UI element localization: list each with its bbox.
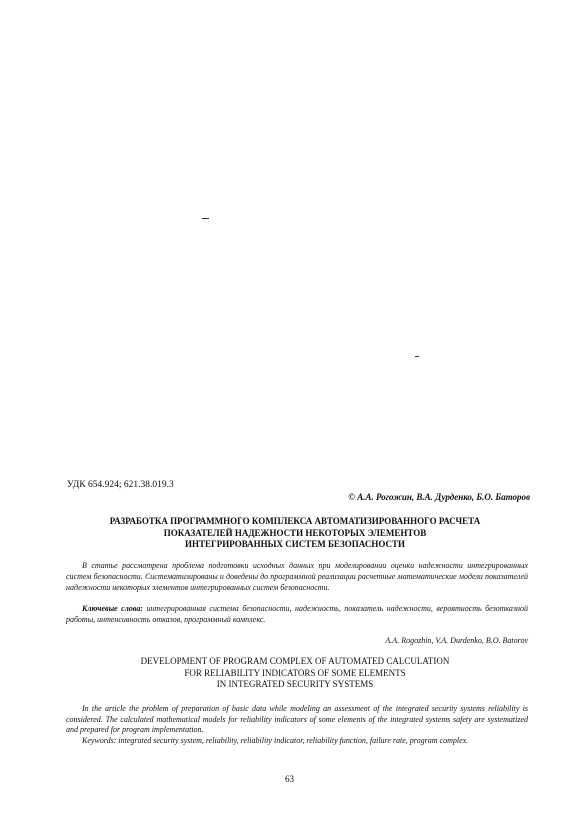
title-en [60,656,530,691]
abstract-ru: В статье рассмотрена проблема подготовки исходных данных при моделировании оценки надежности интегрированных систем безопасности. Систематизированы и доведены до программной реализации расчетные математические модели показателей надежности некоторых элементов интегрированных систем безопасности. [66,561,528,592]
title-en-line: DEVELOPMENT OF PROGRAM COMPLEX OF AUTOMATED CALCULATION [140,656,450,666]
page-number: 63 [285,774,294,784]
keywords-ru [66,603,528,625]
title-en-line: IN INTEGRATED SECURITY SYSTEMS [216,679,374,689]
udk-code: УДК 654.924; 621.38.019.3 [67,480,174,490]
keywords-en: Keywords: integrated security system, reliability, reliability indicator, reliability function, failure rate, program complex. [82,736,469,745]
authors-en: A.A. Rogozhin, V.A. Durdenko, B.O. Batorov [385,636,528,645]
title-ru-line: ИНТЕГРИРОВАННЫХ СИСТЕМ БЕЗОПАСНОСТИ [185,539,405,549]
title-en-line: FOR RELIABILITY INDICATORS OF SOME ELEMENTS [184,667,406,678]
stray-mark-top [202,218,209,219]
title-ru-line: РАЗРАБОТКА ПРОГРАММНОГО КОМПЛЕКСА АВТОМАТИЗИРОВАННОГО РАСЧЕТА [109,516,481,526]
abstract-en: In the article the problem of preparation of basic data while modeling an assessment of the integrated security systems reliability is considered. The calculated mathematical models for reliability indicators of some elements of the integrated systems safety are systematized and prepared for program implementation. [66,704,528,734]
title-ru-line: ПОКАЗАТЕЛЕЙ НАДЕЖНОСТИ НЕКОТОРЫХ ЭЛЕМЕНТОВ [163,527,427,538]
title-ru [60,516,530,551]
stray-mark-middle [415,356,419,357]
keywords-ru-label: Ключевые слова: [82,604,143,613]
authors-ru: © А.А. Рогожин, В.А. Дурденко, Б.О. Баторов [348,492,530,502]
keywords-ru-text: интегрированная система безопасности, надежность, показатель надежности, вероятность безотказной работы, интенсивность отказов, программный комплекс. [66,604,529,624]
